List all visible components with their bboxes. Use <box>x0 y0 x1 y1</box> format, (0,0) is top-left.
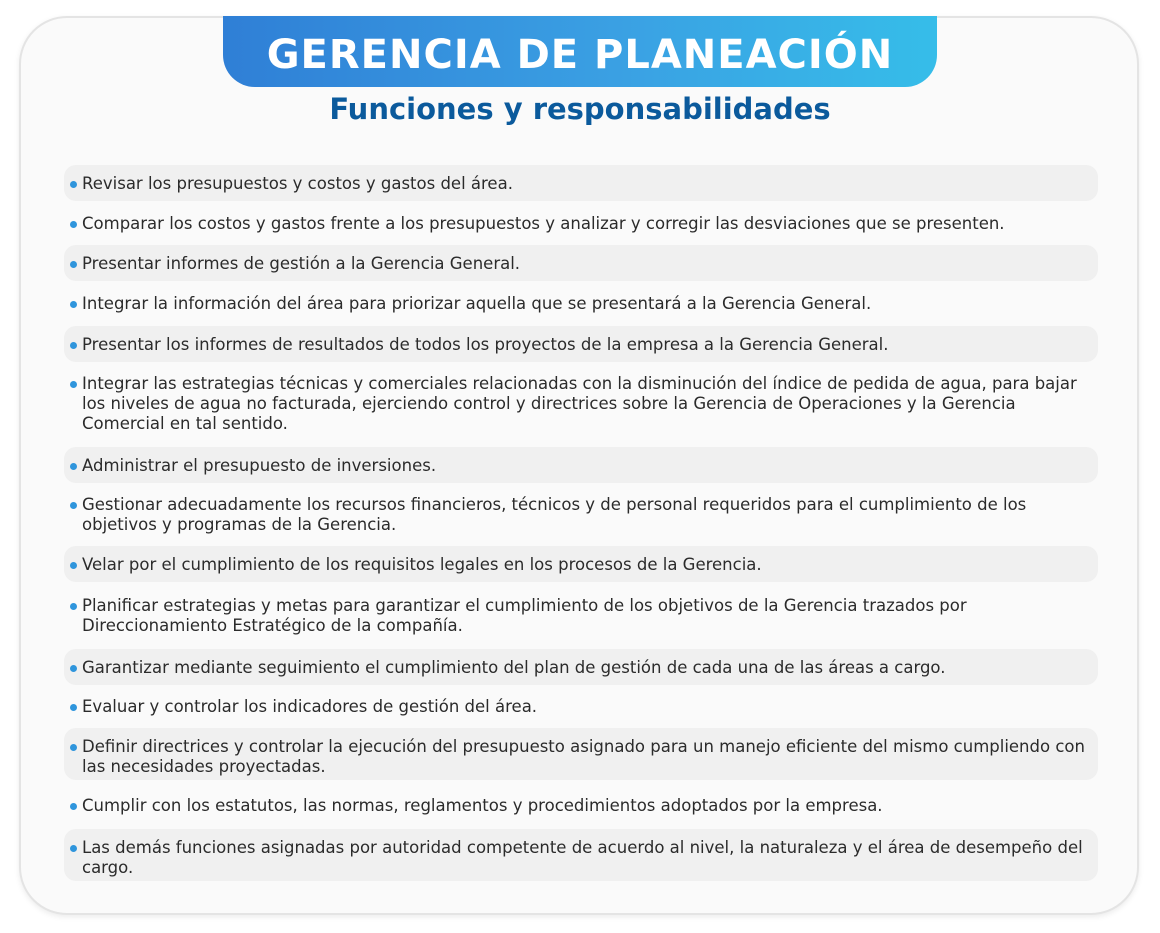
list-item-text: Las demás funciones asignadas por autoridad competente de acuerdo al nivel, la naturaleza y el área de desempeño del cargo. <box>82 838 1083 877</box>
list-item <box>64 728 1098 780</box>
list-item-text: Cumplir con los estatutos, las normas, reglamentos y procedimientos adoptados por la empresa. <box>82 796 883 815</box>
bullet-icon <box>70 665 77 672</box>
list-item <box>64 787 1098 823</box>
bullet-icon <box>70 744 77 751</box>
list-item <box>64 587 1098 643</box>
list-item-text: Integrar la información del área para priorizar aquella que se presentará a la Gerencia General. <box>82 294 872 313</box>
bullet-icon <box>70 562 77 569</box>
list-item-text: Gestionar adecuadamente los recursos financieros, técnicos y de personal requeridos para el cumplimiento de los objetivos y programas de la Gerencia. <box>82 495 1027 534</box>
list-item <box>64 205 1098 241</box>
list-item-text: Definir directrices y controlar la ejecución del presupuesto asignado para un manejo eficiente del mismo cumpliendo con las necesidades proyectadas. <box>82 737 1085 776</box>
list-item <box>64 688 1098 724</box>
list-item <box>64 649 1098 685</box>
bullet-icon <box>70 261 77 268</box>
bullet-icon <box>70 704 77 711</box>
list-item-text: Evaluar y controlar los indicadores de gestión del área. <box>82 697 538 716</box>
bullet-icon <box>70 603 77 610</box>
list-item-text: Comparar los costos y gastos frente a los presupuestos y analizar y corregir las desviaciones que se presenten. <box>82 214 1005 233</box>
list-item-text: Administrar el presupuesto de inversiones. <box>82 456 437 475</box>
title-banner <box>223 16 937 87</box>
list-item-text: Planificar estrategias y metas para garantizar el cumplimiento de los objetivos de la Gerencia trazados por Direccionamiento Estratégico de la compañía. <box>82 596 967 635</box>
list-item <box>64 486 1098 542</box>
list-item <box>64 829 1098 881</box>
page-subtitle: Funciones y responsabilidades <box>329 92 831 126</box>
bullet-icon <box>70 301 77 308</box>
list-item <box>64 447 1098 483</box>
list-item-text: Integrar las estrategias técnicas y comerciales relacionadas con la disminución del índice de pedida de agua, para bajar los niveles de agua no facturada, ejerciendo control y directrices sobre la Gerencia de Operaciones y la Gerencia Comercial en tal sentido. <box>82 374 1077 433</box>
list-item-text: Revisar los presupuestos y costos y gastos del área. <box>82 174 513 193</box>
bullet-icon <box>70 381 77 388</box>
list-item <box>64 546 1098 582</box>
bullet-icon <box>70 342 77 349</box>
list-item <box>64 245 1098 281</box>
list-item-text: Presentar informes de gestión a la Gerencia General. <box>82 254 521 273</box>
bullet-icon <box>70 221 77 228</box>
list-item <box>64 365 1098 441</box>
bullet-icon <box>70 463 77 470</box>
list-item <box>64 165 1098 201</box>
list-item <box>64 285 1098 321</box>
page-title: GERENCIA DE PLANEACIÓN <box>266 31 894 78</box>
bullet-icon <box>70 181 77 188</box>
bullet-icon <box>70 502 77 509</box>
list-item-text: Velar por el cumplimiento de los requisitos legales en los procesos de la Gerencia. <box>82 555 762 574</box>
bullet-icon <box>70 803 77 810</box>
list-item-text: Presentar los informes de resultados de todos los proyectos de la empresa a la Gerencia General. <box>82 335 889 354</box>
list-item <box>64 326 1098 362</box>
bullet-icon <box>70 845 77 852</box>
list-item-text: Garantizar mediante seguimiento el cumplimiento del plan de gestión de cada una de las áreas a cargo. <box>82 658 946 677</box>
